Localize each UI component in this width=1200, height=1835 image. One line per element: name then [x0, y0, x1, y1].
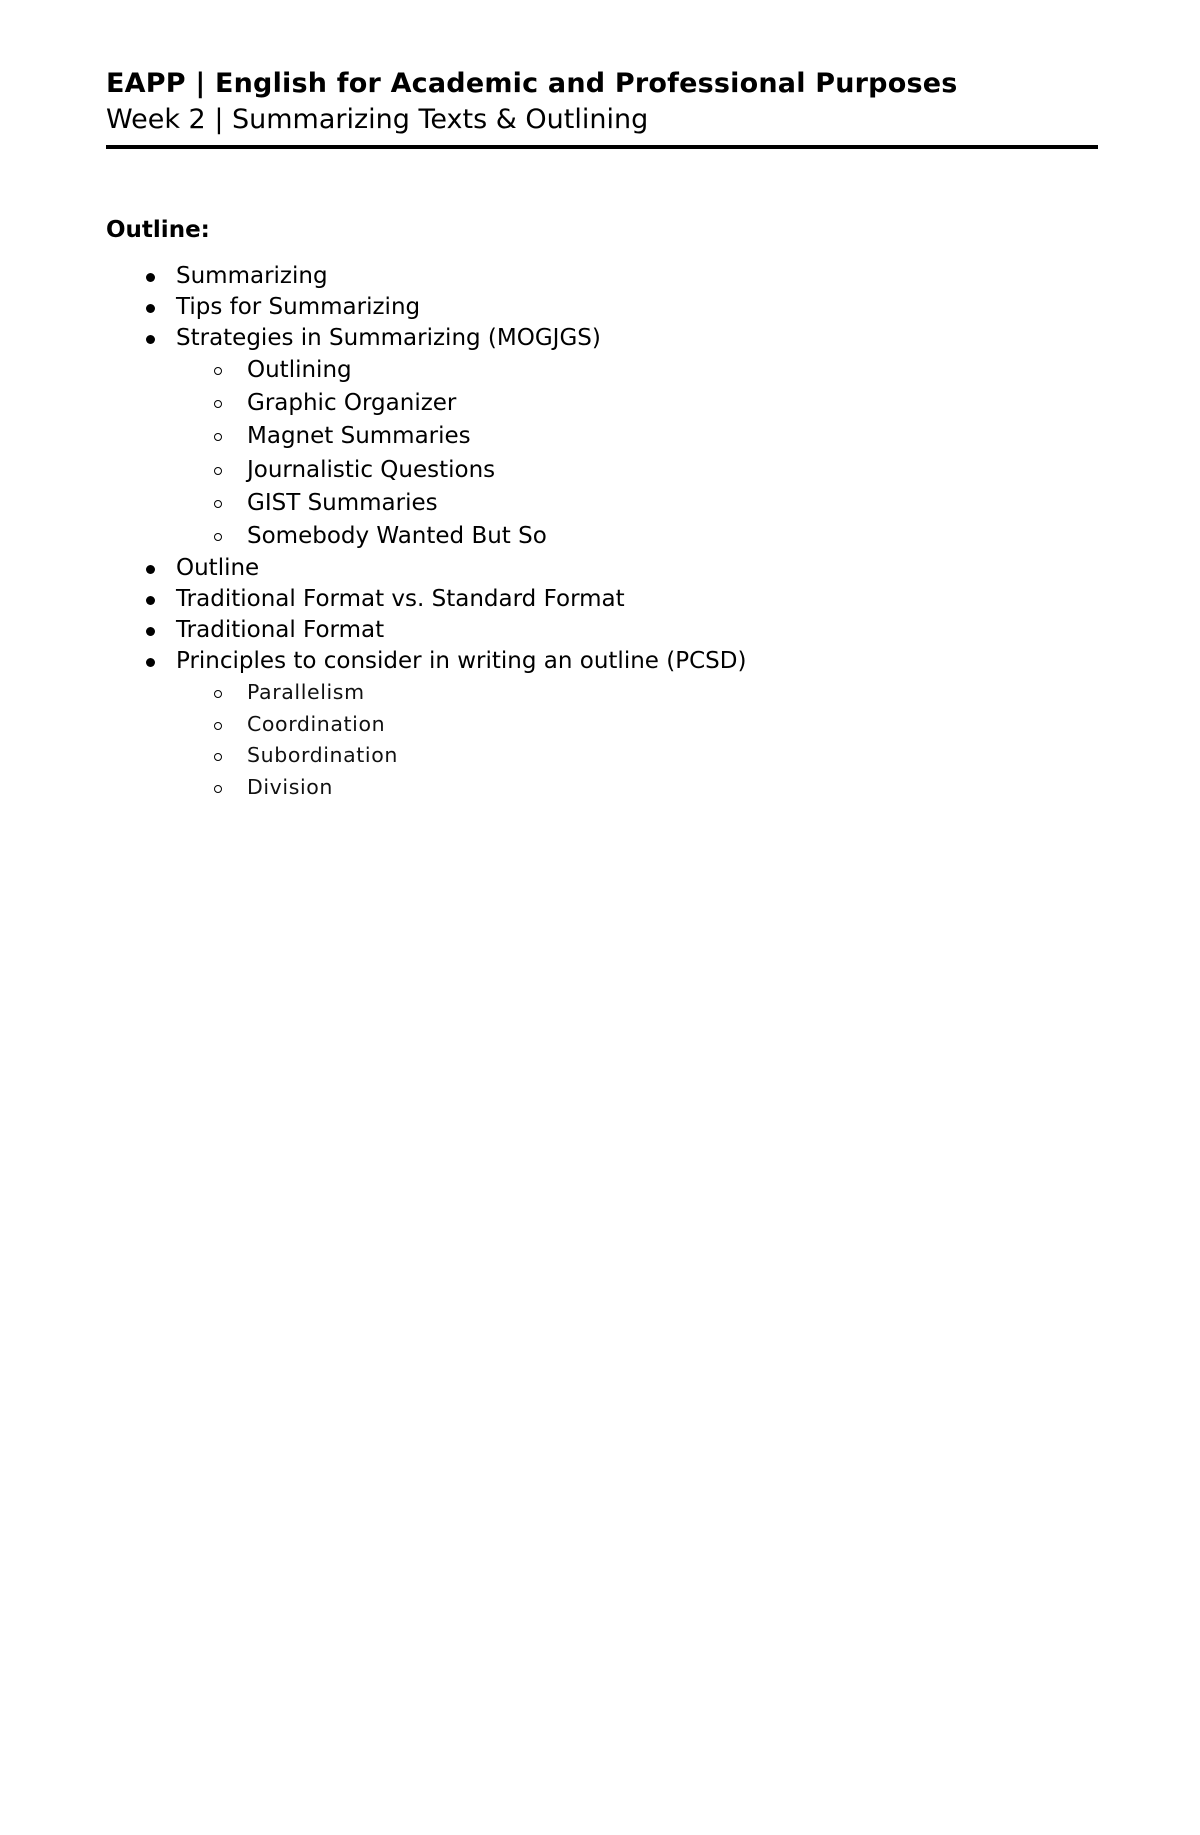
bullet-icon	[146, 273, 155, 282]
header-divider	[106, 145, 1098, 149]
sub-list-item-label: Somebody Wanted But So	[247, 522, 547, 549]
bullet-icon	[146, 658, 155, 667]
sub-list-item-label: Parallelism	[247, 680, 365, 705]
sub-list-item	[106, 354, 1006, 387]
sub-list-item-label: Magnet Summaries	[247, 423, 471, 450]
circle-bullet-icon	[214, 500, 222, 508]
bullet-icon	[146, 627, 155, 636]
sub-list-item-label: Subordination	[247, 743, 398, 768]
week-subtitle: Week 2 | Summarizing Texts & Outlining	[106, 104, 649, 135]
sub-list-item	[106, 677, 1006, 709]
list-item	[106, 553, 1006, 584]
sub-list-item	[106, 387, 1006, 420]
document-header	[106, 64, 1098, 136]
circle-bullet-icon	[214, 367, 222, 375]
circle-bullet-icon	[214, 400, 222, 408]
sub-list-item	[106, 709, 1006, 741]
sub-list-item	[106, 454, 1006, 487]
sub-list-item-label: Journalistic Questions	[247, 456, 496, 483]
list-item-label: Traditional Format vs. Standard Format	[176, 586, 625, 613]
list-item-label: Traditional Format	[176, 617, 385, 644]
sub-list-item	[106, 487, 1006, 520]
sub-list-item-label: Coordination	[247, 711, 386, 736]
list-item	[106, 615, 1006, 646]
circle-bullet-icon	[214, 690, 222, 698]
circle-bullet-icon	[214, 753, 222, 761]
sub-list-item-label: Outlining	[247, 357, 352, 383]
circle-bullet-icon	[214, 785, 222, 793]
sub-list-item	[106, 772, 1006, 804]
list-item-label: Outline	[176, 555, 260, 582]
bullet-icon	[146, 596, 155, 605]
bullet-icon	[146, 304, 155, 313]
list-item	[106, 292, 1006, 323]
bullet-icon	[146, 335, 155, 344]
list-item	[106, 646, 1006, 677]
list-item-label: Summarizing	[176, 263, 328, 289]
list-item	[106, 584, 1006, 615]
sub-list-item	[106, 420, 1006, 453]
sub-list-item-label: Division	[247, 774, 334, 799]
list-item-label: Principles to consider in writing an outline (PCSD)	[176, 648, 747, 675]
circle-bullet-icon	[214, 533, 222, 541]
bullet-icon	[146, 565, 155, 574]
circle-bullet-icon	[214, 722, 222, 730]
circle-bullet-icon	[214, 467, 222, 475]
list-item	[106, 261, 1006, 292]
sub-list-item-label: GIST Summaries	[247, 489, 438, 516]
sub-list-item-label: Graphic Organizer	[247, 390, 457, 417]
list-item	[106, 323, 1006, 354]
sub-list-item	[106, 740, 1006, 772]
circle-bullet-icon	[214, 433, 222, 441]
list-item-label: Strategies in Summarizing (MOGJGS)	[176, 325, 601, 351]
outline-heading: Outline:	[106, 217, 210, 243]
outline-list	[106, 261, 1006, 803]
course-title: EAPP | English for Academic and Professional Purposes	[106, 68, 958, 99]
list-item-label: Tips for Summarizing	[176, 294, 421, 320]
sub-list-item	[106, 520, 1006, 553]
